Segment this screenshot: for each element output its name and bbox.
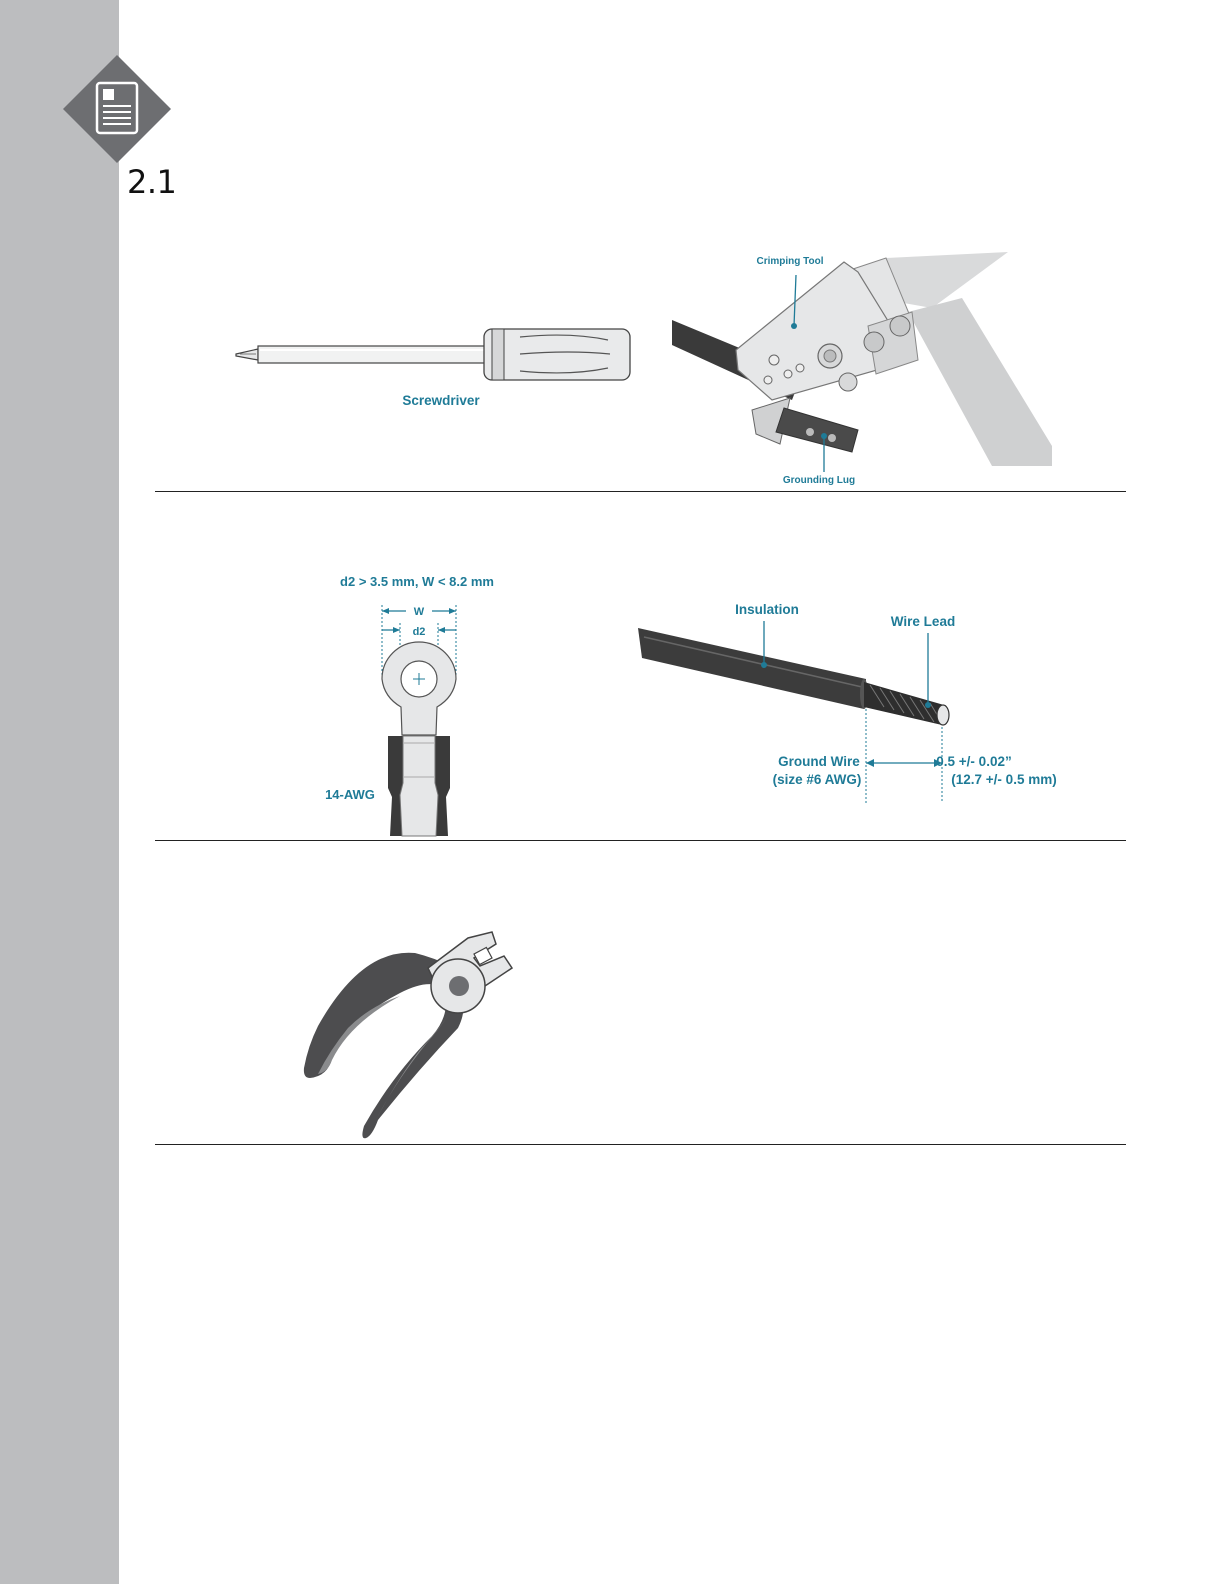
section-divider <box>155 491 1126 492</box>
insulation-label: Insulation <box>735 602 799 617</box>
crimping-tool-label: Crimping Tool <box>756 256 824 267</box>
screwdriver-illustration <box>230 320 640 420</box>
wire-lead-label: Wire Lead <box>890 614 956 629</box>
width-label: W <box>413 606 425 618</box>
ground-wire-label: Ground Wire <box>778 754 860 769</box>
strip-length-inches: 0.5 +/- 0.02” <box>936 754 1012 769</box>
ground-wire-size-label: (size #6 AWG) <box>772 772 862 787</box>
crimping-tool-illustration <box>672 250 1062 490</box>
section-divider <box>155 1144 1126 1145</box>
grounding-lug-label: Grounding Lug <box>782 475 856 486</box>
gauge-label: 14-AWG <box>325 787 375 802</box>
ground-wire-illustration <box>630 595 1080 805</box>
strip-length-mm: (12.7 +/- 0.5 mm) <box>951 772 1057 787</box>
section-number: 2.1 <box>127 163 177 201</box>
screwdriver-label: Screwdriver <box>402 393 480 408</box>
document-icon <box>63 55 171 163</box>
ring-terminal-spec: d2 > 3.5 mm, W < 8.2 mm <box>340 574 494 589</box>
d2-label: d2 <box>412 626 426 638</box>
pliers-icon <box>300 928 520 1143</box>
section-divider <box>155 840 1126 841</box>
ring-terminal-illustration <box>300 565 530 840</box>
page-sidebar <box>0 0 119 1584</box>
